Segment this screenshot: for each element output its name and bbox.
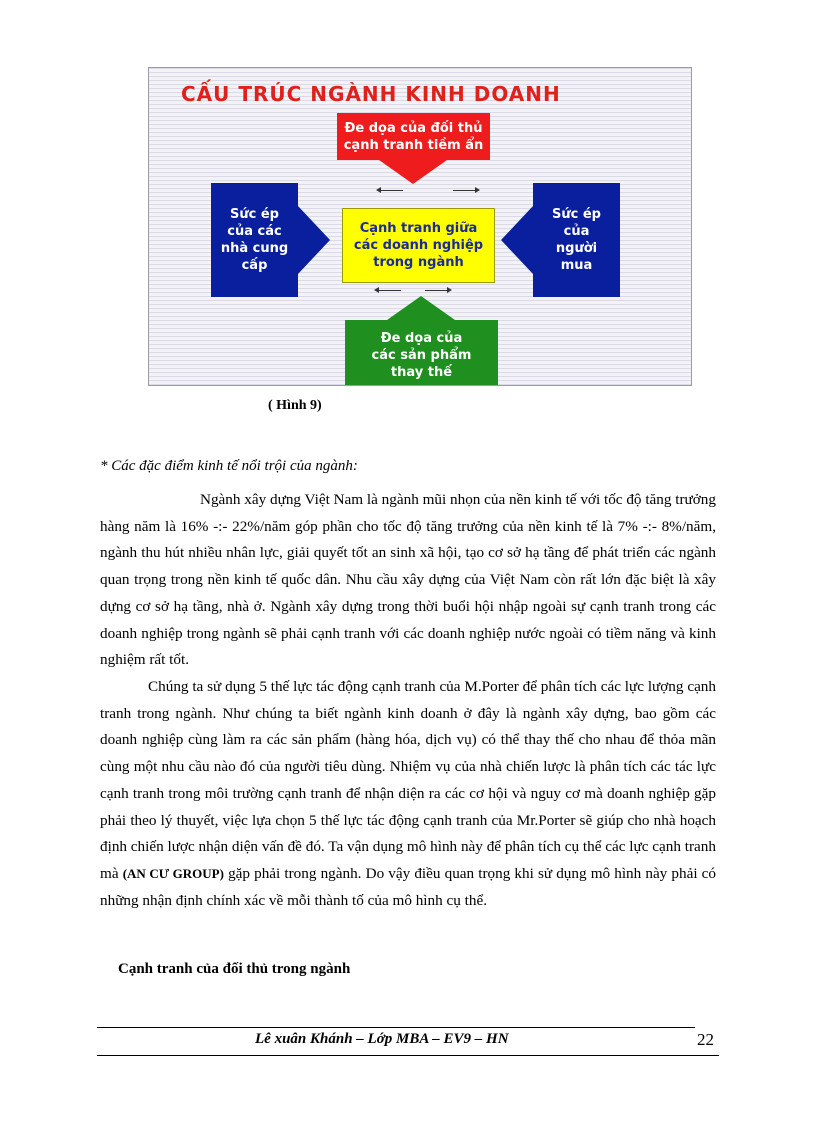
threat-new-entrants-box [337,113,490,160]
industry-rivalry-box [342,208,495,283]
up-arrow-icon [387,296,455,320]
box-line: Cạnh tranh giữa [359,221,478,236]
buyer-power-box [533,183,620,297]
diagram-title: CẤU TRÚC NGÀNH KINH DOANH [181,82,561,106]
small-right-arrow-icon [453,190,475,191]
page-number: 22 [697,1030,714,1049]
paragraph-2-text: Chúng ta sử dụng 5 thế lực tác động cạnh tranh của M.Porter để phân tích các lực lượng cạnh tranh trong ngành. Như chúng ta biết ngành kinh doanh ở đây là ngành xây dựng, bao gồm các doanh nghiệp cùng làm ra các sản phẩm (hàng hóa, dịch vụ) có thể thay thế cho nhau để thỏa mãn cùng một nhu cầu nào đó của người tiêu dùng. Nhiệm vụ của nhà chiến lược là phân tích các tác lực cạnh tranh trong môi trường cạnh tranh để nhận diện ra các cơ hội và nguy cơ mà doanh nghiệp gặp phải theo lý thuyết, việc lựa chọn 5 thế lực tác động cạnh tranh của Mr.Porter sẽ giúp cho nhà hoạch định chiến lược nhận diện vấn đề đó. Ta vận dụng mô hình này để phân tích cụ thể các lực cạnh tranh mà [100,678,716,882]
box-line: của các [227,224,282,239]
small-left-arrow-icon [381,190,403,191]
paragraph-1: Ngành xây dựng Việt Nam là ngành mũi nhọn của nền kinh tế với tốc độ tăng trưởng hàng năm là 16% -:- 22%/năm góp phần cho tốc độ tăng trưởng của nền kinh tế là 7% -:- 8%/năm, ngành thu hút nhiều nhân lực, giải quyết tốt an sinh xã hội, tạo cơ sở hạ tầng để phát triển các ngành quan trọng trong nền kinh tế quốc dân. Nhu cầu xây dựng của Việt Nam còn rất lớn đặc biệt là xây dựng cơ sở hạ tầng, nhà ở. Ngành xây dựng trong thời buổi hội nhập ngoài sự cạnh tranh trong các doanh nghiệp trong ngành sẽ phải cạnh tranh với các doanh nghiệp nước ngoài có tiềm năng và kinh nghiệm rất tốt. [100,491,716,669]
paragraph-2 [100,674,716,914]
footer-divider [97,1055,719,1056]
figure-caption: ( Hình 9) [268,398,322,413]
supplier-power-box [211,183,298,297]
box-line: người [555,241,598,256]
box-line: các doanh nghiệp [353,238,484,253]
small-right-arrow-icon [425,290,447,291]
left-arrow-icon [501,206,533,274]
section-heading: Cạnh tranh của đối thủ trong ngành [118,961,351,977]
down-arrow-icon [379,160,447,184]
box-line: Đe dọa của đối thủ [344,120,483,136]
small-left-arrow-icon [379,290,401,291]
box-line: Sức ép [552,207,601,222]
box-line: thay thế [390,365,453,380]
footer-author: Lê xuân Khánh – Lớp MBA – EV9 – HN [255,1031,509,1047]
company-name: (AN CƯ GROUP) [122,865,224,881]
right-arrow-icon [298,206,330,274]
box-line: cấp [241,258,268,273]
paragraph-2-text-end: gặp phải trong ngành. Do vậy điều quan trọng khi sử dụng mô hình này phải có những nhận định chính xác về mỗi thành tố của mô hình cụ thể. [100,864,716,909]
box-line: Sức ép [230,207,279,222]
box-line: của [563,224,590,239]
footer-divider [97,1027,695,1028]
box-line: Đe dọa của [380,331,463,346]
box-line: các sản phẩm [371,348,472,363]
box-line: mua [560,258,593,273]
subheading: * Các đặc điểm kinh tế nổi trội của ngành: [100,458,358,474]
box-line: trong ngành [373,255,464,270]
porter-five-forces-diagram [148,67,692,386]
threat-substitutes-box [345,320,498,386]
box-line: cạnh tranh tiềm ẩn [343,137,484,153]
box-line: nhà cung [220,241,289,256]
